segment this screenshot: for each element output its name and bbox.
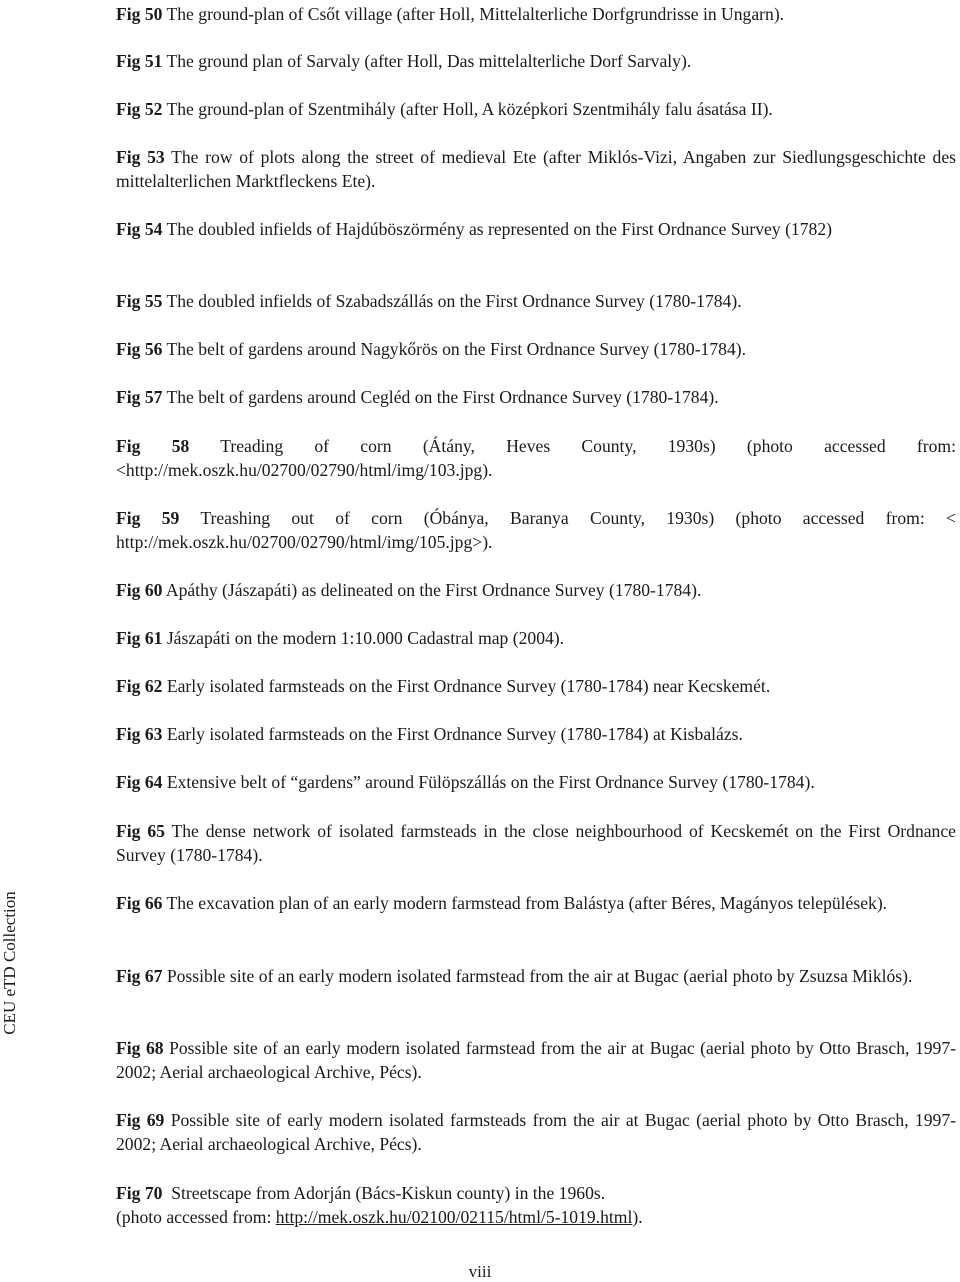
figure-caption: The doubled infields of Hajdúböszörmény as represented on the First Ordnance Survey (1782)	[162, 219, 832, 239]
figure-caption: The row of plots along the street of medieval Ete (after Miklós-Vizi, Angaben zur Siedlungsgeschichte des mittelalterlichen Marktfleckens Ete).	[116, 147, 956, 191]
figure-caption: The belt of gardens around Nagykőrös on the First Ordnance Survey (1780-1784).	[162, 339, 746, 359]
figure-caption: The ground plan of Sarvaly (after Holl, Das mittelalterliche Dorf Sarvaly).	[162, 51, 692, 71]
figure-70-line-2	[116, 1205, 956, 1229]
figure-label: Fig 68	[116, 1038, 164, 1058]
figure-entry-50	[116, 2, 956, 26]
figure-caption: Jászapáti on the modern 1:10.000 Cadastral map (2004).	[162, 628, 565, 648]
figure-entry-56	[116, 337, 956, 361]
figure-caption: Treading of corn (Átány, Heves County, 1930s) (photo accessed from: <http://mek.oszk.hu/02700/02790/html/img/103.jpg).	[116, 436, 956, 480]
figure-entry-51	[116, 49, 956, 73]
figure-label: Fig 57	[116, 387, 163, 407]
caption-prefix: (photo accessed from:	[116, 1207, 276, 1227]
figure-label: Fig 69	[116, 1110, 165, 1130]
figure-label: Fig 66	[116, 893, 163, 913]
figure-70-line-1	[116, 1181, 956, 1205]
figure-entry-60	[116, 578, 956, 602]
figure-caption: The belt of gardens around Cegléd on the First Ordnance Survey (1780-1784).	[162, 387, 719, 407]
figure-label: Fig 50	[116, 4, 163, 24]
figure-label: Fig 70	[116, 1183, 163, 1203]
figure-label: Fig 63	[116, 724, 163, 744]
figure-label: Fig 52	[116, 99, 163, 119]
photo-source-link[interactable]: http://mek.oszk.hu/02100/02115/html/5-1019.html	[275, 1207, 633, 1227]
figure-label: Fig 64	[116, 772, 163, 792]
figure-caption: The excavation plan of an early modern farmstead from Balástya (after Béres, Magányos települések).	[162, 893, 888, 913]
figure-label: Fig 67	[116, 966, 163, 986]
figure-entry-70	[116, 1181, 956, 1229]
figure-caption: The ground-plan of Szentmihály (after Holl, A középkori Szentmihály falu ásatása II).	[162, 99, 773, 119]
figure-caption: Possible site of early modern isolated farmsteads from the air at Bugac (aerial photo by Otto Brasch, 1997-2002; Aerial archaeological Archive, Pécs).	[116, 1110, 956, 1154]
figure-caption: Apáthy (Jászapáti) as delineated on the First Ordnance Survey (1780-1784).	[162, 580, 702, 600]
figure-label: Fig 59	[116, 508, 180, 528]
figure-caption: Early isolated farmsteads on the First Ordnance Survey (1780-1784) near Kecskemét.	[162, 676, 771, 696]
figure-entry-67	[116, 964, 956, 988]
figure-entry-54	[116, 217, 956, 241]
figure-entry-53	[116, 145, 956, 193]
figure-entry-62	[116, 674, 956, 698]
figure-caption: Extensive belt of “gardens” around Fülöpszállás on the First Ordnance Survey (1780-1784).	[162, 772, 815, 792]
figure-caption: The doubled infields of Szabadszállás on the First Ordnance Survey (1780-1784).	[162, 291, 742, 311]
figure-entry-59	[116, 506, 956, 554]
page-number: viii	[468, 1262, 492, 1281]
figure-entry-57	[116, 385, 956, 409]
figure-entry-61	[116, 626, 956, 650]
figure-caption: Possible site of an early modern isolated farmstead from the air at Bugac (aerial photo by Otto Brasch, 1997-2002; Aerial archaeological Archive, Pécs).	[116, 1038, 956, 1082]
figure-entry-64	[116, 770, 956, 794]
caption-suffix: ).	[632, 1207, 643, 1227]
figure-label: Fig 60	[116, 580, 163, 600]
figure-entry-63	[116, 722, 956, 746]
figure-entry-65	[116, 819, 956, 867]
figure-caption: Early isolated farmsteads on the First Ordnance Survey (1780-1784) at Kisbalázs.	[162, 724, 743, 744]
figure-caption: The ground-plan of Csőt village (after Holl, Mittelalterliche Dorfgrundrisse in Ungarn).	[162, 4, 785, 24]
figure-label: Fig 58	[116, 436, 190, 456]
figure-label: Fig 51	[116, 51, 163, 71]
figure-entry-58	[116, 434, 956, 482]
figure-entry-69	[116, 1108, 956, 1156]
figure-entry-52	[116, 97, 956, 121]
figure-label: Fig 56	[116, 339, 163, 359]
figure-label: Fig 65	[116, 821, 165, 841]
figure-caption: Treashing out of corn (Óbánya, Baranya County, 1930s) (photo accessed from: < http://mek.oszk.hu/02700/02790/html/img/105.jpg>).	[116, 508, 956, 552]
figure-entry-68	[116, 1036, 956, 1084]
figure-label: Fig 62	[116, 676, 163, 696]
figure-caption: Streetscape from Adorján (Bács-Kiskun county) in the 1960s.	[162, 1183, 606, 1203]
figure-label: Fig 53	[116, 147, 165, 167]
collection-watermark: CEU eTD Collection	[0, 891, 19, 1035]
figure-label: Fig 61	[116, 628, 163, 648]
figure-label: Fig 54	[116, 219, 163, 239]
figure-label: Fig 55	[116, 291, 163, 311]
figure-caption: The dense network of isolated farmsteads in the close neighbourhood of Kecskemét on the First Ordnance Survey (1780-1784).	[116, 821, 956, 865]
figure-caption: Possible site of an early modern isolated farmstead from the air at Bugac (aerial photo by Zsuzsa Miklós).	[162, 966, 913, 986]
figure-entry-66	[116, 891, 956, 915]
figure-entry-55	[116, 289, 956, 313]
